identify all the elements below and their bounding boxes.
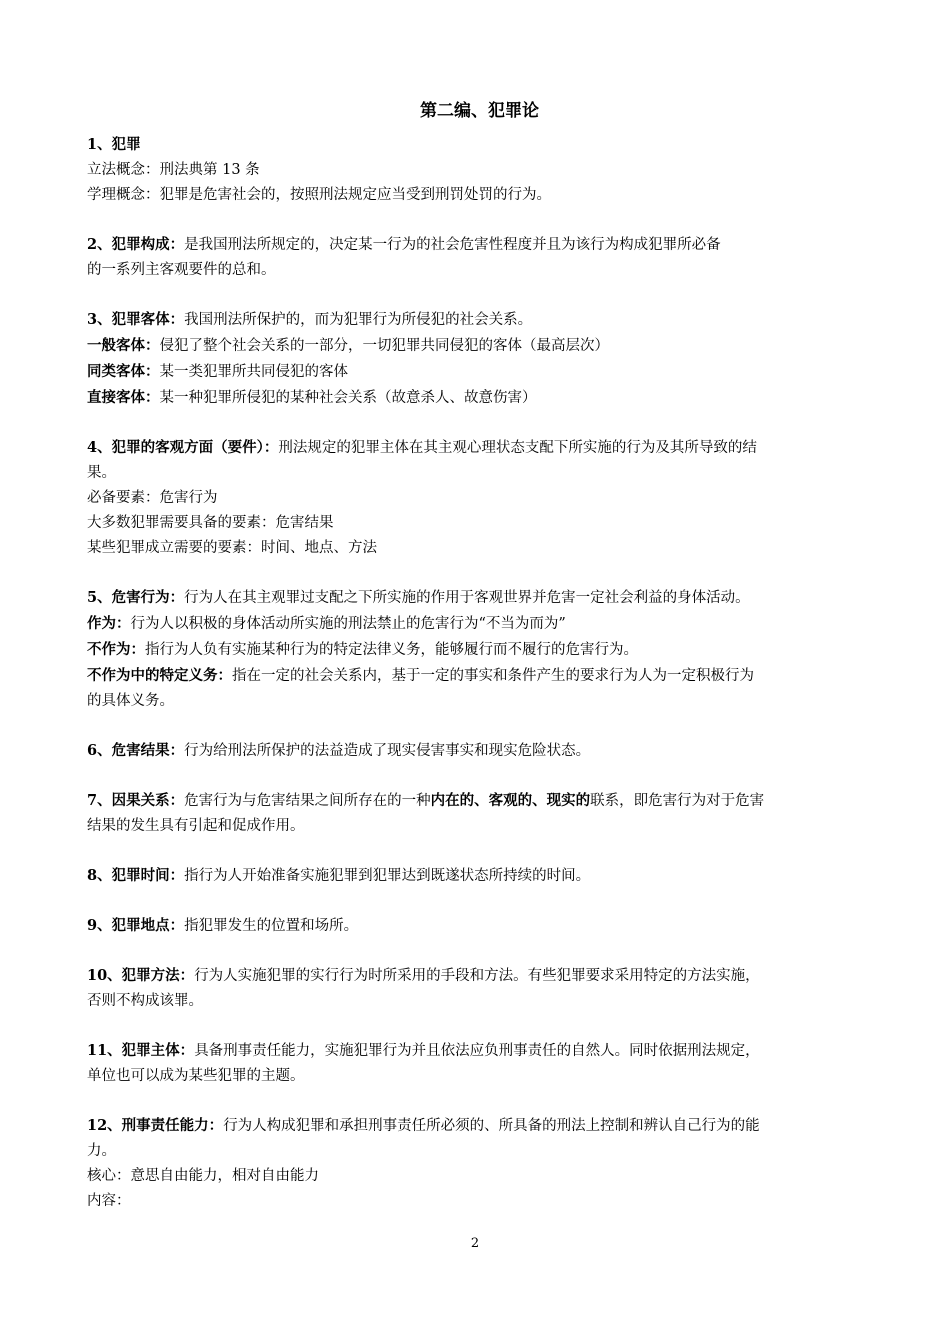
section-11-line-2: 单位也可以成为某些犯罪的主题。 (87, 1068, 305, 1084)
direct-object-head: 直接客体： (87, 389, 160, 406)
section-2-line-2: 的一系列主客观要件的总和。 (87, 262, 276, 278)
section-3-similar-object (87, 359, 872, 385)
section-7-line-2: 结果的发生具有引起和促成作用。 (87, 818, 305, 834)
general-object-text: 侵犯了整个社会关系的一部分，一切犯罪共同侵犯的客体（最高层次） (159, 338, 609, 354)
section-12-line-3: 核心：意思自由能力，相对自由能力 (87, 1168, 319, 1184)
section-5-duty (87, 663, 872, 689)
section-3-general-object (87, 333, 872, 359)
section-5-omission (87, 637, 872, 663)
duty-head: 不作为中的特定义务： (87, 667, 232, 684)
section-4-line-4: 大多数犯罪需要具备的要素：危害结果 (87, 515, 334, 531)
section-1-line-1: 立法概念：刑法典第 13 条 (87, 162, 260, 178)
section-4-line-2: 果。 (87, 465, 116, 481)
section-10-text: 行为人实施犯罪的实行行为时所采用的手段和方法。有些犯罪要求采用特定的方法实施， (194, 968, 760, 984)
section-6-text: 行为给刑法所保护的法益造成了现实侵害事实和现实危险状态。 (184, 743, 591, 759)
section-12-line-2: 力。 (87, 1143, 116, 1159)
section-9-head: 9、犯罪地点： (87, 917, 185, 934)
direct-object-text: 某一种犯罪所侵犯的某种社会关系（故意杀人、故意伤害） (159, 390, 537, 406)
section-8-text: 指行为人开始准备实施犯罪到犯罪达到既遂状态所持续的时间。 (184, 868, 591, 884)
section-9-text: 指犯罪发生的位置和场所。 (184, 918, 359, 934)
section-12-line-1 (87, 1113, 872, 1139)
section-11-head: 11、犯罪主体： (87, 1042, 195, 1059)
section-4-text: 刑法规定的犯罪主体在其主观心理状态支配下所实施的行为及其所导致的结 (278, 440, 757, 456)
section-5-duty-cont: 的具体义务。 (87, 693, 174, 709)
general-object-head: 一般客体： (87, 337, 160, 354)
section-7-line-1 (87, 788, 872, 814)
section-3-direct-object (87, 385, 872, 411)
section-1-heading (87, 132, 872, 158)
section-2-head: 2、犯罪构成： (87, 236, 185, 253)
section-12-text: 行为人构成犯罪和承担刑事责任所必须的、所具备的刑法上控制和辨认自己行为的能 (223, 1118, 760, 1134)
section-1-head: 1、犯罪 (87, 136, 141, 153)
document-page (87, 98, 872, 1214)
section-12-line-4: 内容： (87, 1193, 131, 1209)
section-4-line-5: 某些犯罪成立需要的要素：时间、地点、方法 (87, 540, 377, 556)
omission-head: 不作为： (87, 641, 145, 658)
similar-object-head: 同类客体： (87, 363, 160, 380)
section-10-line-1 (87, 963, 872, 989)
section-7-emphasis: 内在的、客观的、现实的 (430, 792, 591, 809)
section-8-head: 8、犯罪时间： (87, 867, 185, 884)
section-9-line-1 (87, 913, 872, 939)
section-2-text: 是我国刑法所规定的，决定某一行为的社会危害性程度并且为该行为构成犯罪所必备 (184, 237, 721, 253)
section-1-line-2: 学理概念：犯罪是危害社会的，按照刑法规定应当受到刑罚处罚的行为。 (87, 187, 551, 203)
section-7-text-b: 联系，即危害行为对于危害 (590, 793, 765, 809)
section-5-line-1 (87, 585, 872, 611)
section-5-act (87, 611, 872, 637)
omission-text: 指行为人负有实施某种行为的特定法律义务，能够履行而不履行的危害行为。 (145, 642, 638, 658)
section-3-text: 我国刑法所保护的，而为犯罪行为所侵犯的社会关系。 (184, 312, 533, 328)
section-2-line-1 (87, 232, 872, 258)
act-text: 行为人以积极的身体活动所实施的刑法禁止的危害行为“不当为而为” (130, 616, 566, 632)
section-6-line-1 (87, 738, 872, 764)
section-10-head: 10、犯罪方法： (87, 967, 195, 984)
section-11-line-1 (87, 1038, 872, 1064)
duty-text: 指在一定的社会关系内，基于一定的事实和条件产生的要求行为人为一定积极行为 (232, 668, 754, 684)
section-3-head: 3、犯罪客体： (87, 311, 185, 328)
chapter-title: 第二编、犯罪论 (420, 101, 539, 121)
section-11-text: 具备刑事责任能力，实施犯罪行为并且依法应负刑事责任的自然人。同时依据刑法规定， (194, 1043, 760, 1059)
page-number: 2 (470, 1236, 480, 1251)
section-4-head: 4、犯罪的客观方面（要件）： (87, 439, 279, 456)
section-3-line-1 (87, 307, 872, 333)
section-7-head: 7、因果关系： (87, 792, 185, 809)
section-4-line-1 (87, 435, 872, 461)
section-5-head: 5、危害行为： (87, 589, 185, 606)
section-8-line-1 (87, 863, 872, 889)
section-10-line-2: 否则不构成该罪。 (87, 993, 203, 1009)
section-6-head: 6、危害结果： (87, 742, 185, 759)
section-7-text-a: 危害行为与危害结果之间所存在的一种 (184, 793, 431, 809)
similar-object-text: 某一类犯罪所共同侵犯的客体 (159, 364, 348, 380)
section-4-line-3: 必备要素：危害行为 (87, 490, 218, 506)
act-head: 作为： (87, 615, 131, 632)
section-5-text: 行为人在其主观罪过支配之下所实施的作用于客观世界并危害一定社会利益的身体活动。 (184, 590, 750, 606)
section-12-head: 12、刑事责任能力： (87, 1117, 224, 1134)
